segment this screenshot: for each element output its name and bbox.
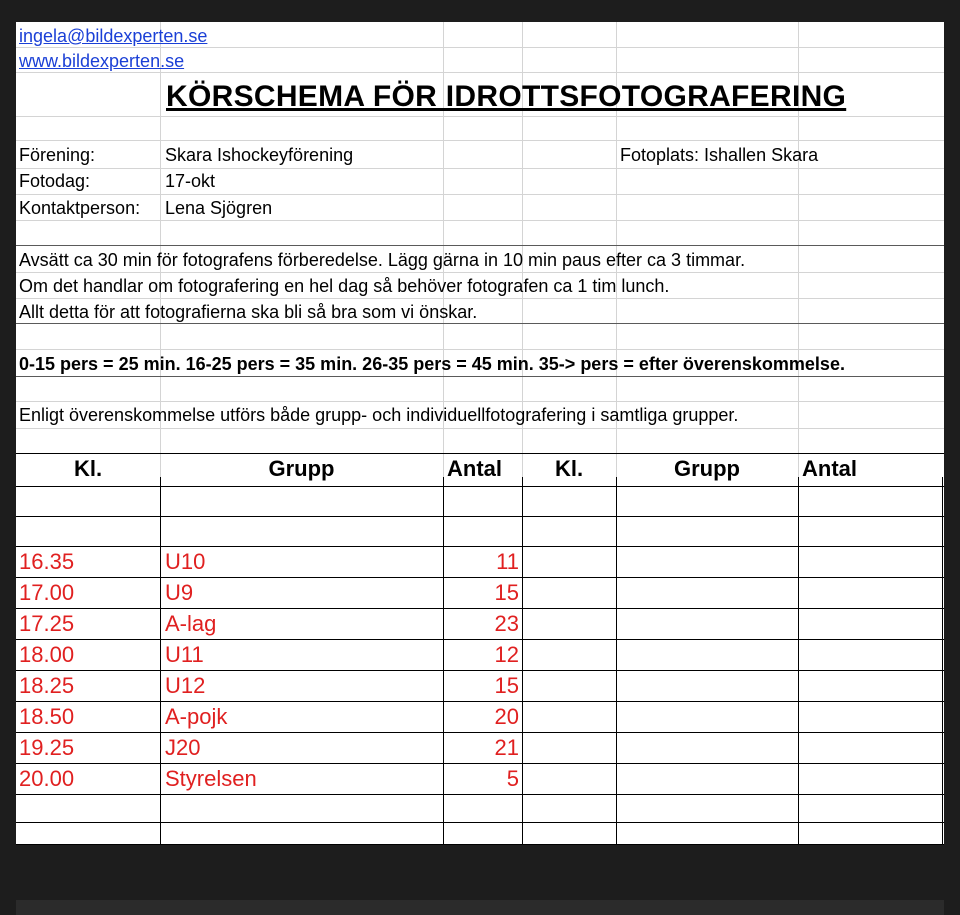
fotodag-label: Fotodag:	[19, 171, 91, 191]
note-line-2: Om det handlar om fotografering en hel dag så behöver fotografen ca 1 tim lunch.	[19, 276, 670, 296]
row-grupp: U9	[165, 580, 194, 605]
row-antal: 21	[494, 735, 519, 760]
row-grupp: A-lag	[165, 611, 217, 636]
row-kl: 17.25	[19, 611, 75, 636]
row-kl: 18.25	[19, 673, 75, 698]
row-antal: 12	[494, 642, 519, 667]
row-grupp: J20	[165, 735, 201, 760]
row-grupp: U12	[165, 673, 206, 698]
table-border	[942, 477, 943, 845]
row-kl: 20.00	[19, 766, 75, 791]
bottom-bar	[16, 900, 944, 915]
page-title: KÖRSCHEMA FÖR IDROTTSFOTOGRAFERING	[166, 80, 847, 113]
note-line-3: Allt detta för att fotografierna ska bli så bra som vi önskar.	[19, 302, 478, 322]
website-link[interactable]: www.bildexperten.se	[19, 51, 185, 71]
fotodag-value: 17-okt	[165, 171, 216, 191]
row-kl: 18.50	[19, 704, 75, 729]
header-kl-1: Kl.	[73, 456, 103, 481]
pricing-note: 0-15 pers = 25 min. 16-25 pers = 35 min. 26-35 pers = 45 min. 35-> pers = efter överenskommelse.	[19, 354, 845, 374]
kontakt-label: Kontaktperson:	[19, 198, 141, 218]
row-antal: 15	[494, 580, 519, 605]
header-antal-2: Antal	[802, 456, 857, 481]
agreement-note: Enligt överenskommelse utförs både grupp- och individuellfotografering i samtliga grupper.	[19, 405, 739, 425]
row-antal: 23	[494, 611, 519, 636]
row-antal: 11	[496, 549, 519, 574]
header-kl-2: Kl.	[554, 456, 584, 481]
row-grupp: Styrelsen	[165, 766, 257, 791]
row-kl: 18.00	[19, 642, 75, 667]
header-grupp-2: Grupp	[674, 456, 740, 481]
email-link[interactable]: ingela@bildexperten.se	[19, 26, 208, 46]
header-antal-1: Antal	[447, 456, 502, 481]
table-border	[522, 477, 523, 845]
row-kl: 19.25	[19, 735, 75, 760]
row-grupp: U11	[165, 642, 204, 667]
header-grupp-1: Grupp	[268, 456, 335, 481]
row-grupp: A-pojk	[165, 704, 228, 729]
kontakt-value: Lena Sjögren	[165, 198, 273, 218]
row-kl: 17.00	[19, 580, 75, 605]
fotoplats: Fotoplats: Ishallen Skara	[620, 145, 819, 165]
table-border	[160, 477, 161, 845]
row-antal: 5	[506, 766, 519, 791]
spreadsheet-sheet	[16, 22, 944, 845]
row-grupp: U10	[165, 549, 206, 574]
table-border	[798, 477, 799, 845]
table-border	[616, 477, 617, 845]
forening-value: Skara Ishockeyförening	[165, 145, 354, 165]
row-antal: 15	[494, 673, 519, 698]
note-line-1: Avsätt ca 30 min för fotografens förberedelse. Lägg gärna in 10 min paus efter ca 3 timmar.	[19, 250, 746, 270]
table-border	[443, 477, 444, 845]
row-kl: 16.35	[19, 549, 75, 574]
forening-label: Förening:	[19, 145, 96, 165]
row-antal: 20	[494, 704, 519, 729]
